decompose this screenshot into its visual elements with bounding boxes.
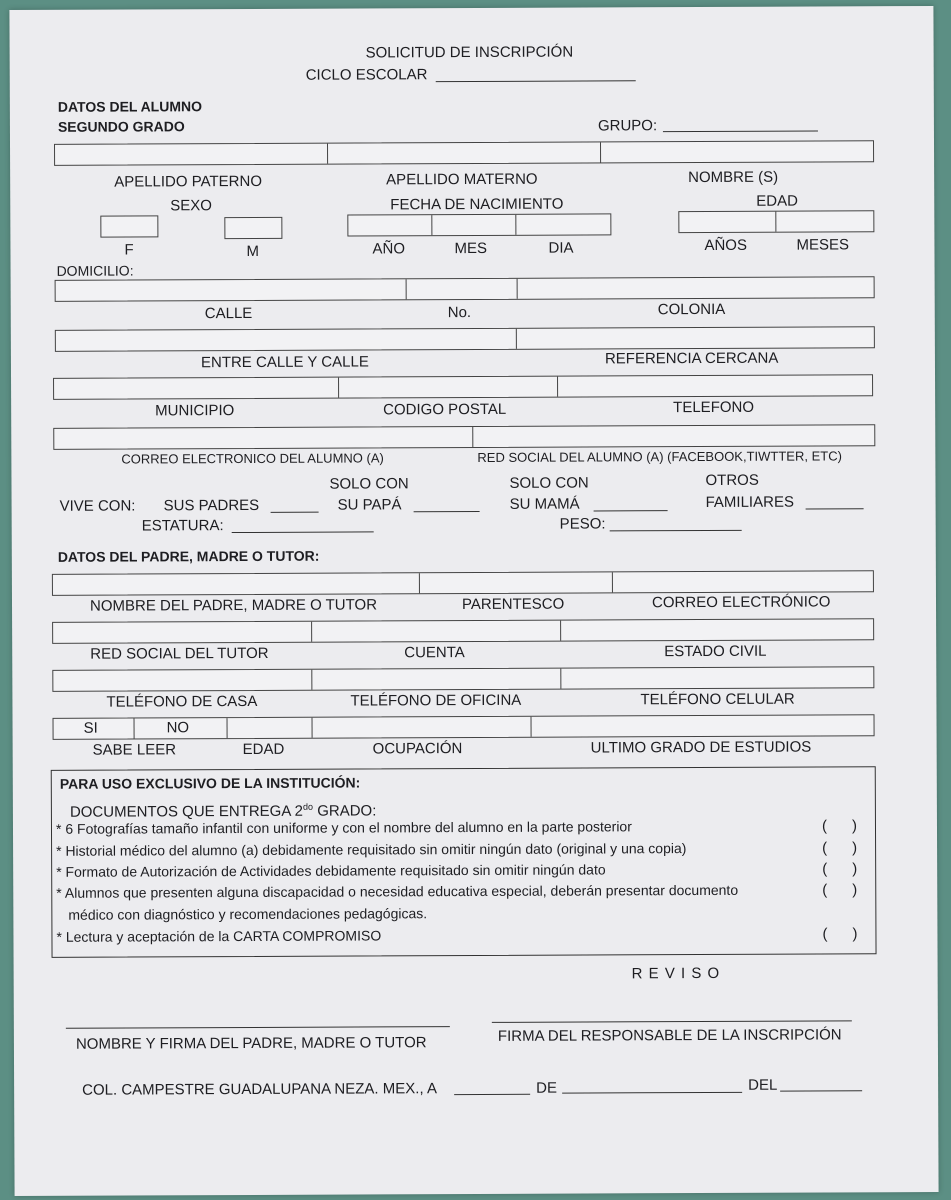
tutor-nombre-label: NOMBRE DEL PADRE, MADRE O TUTOR — [89, 596, 378, 615]
domicilio-label: DOMICILIO: — [56, 262, 134, 279]
calle-field[interactable] — [56, 279, 407, 301]
edad-label: EDAD — [756, 192, 798, 210]
grupo-label: GRUPO: — [597, 117, 658, 135]
meses-field[interactable] — [776, 211, 873, 231]
estatura-label: ESTATURA: — [141, 517, 224, 535]
document-item-4: * Alumnos que presenten alguna discapacidad o necesidad educativa especial, deberán presentar documento — [56, 881, 739, 901]
vive-con-label: VIVE CON: — [59, 497, 136, 515]
document-item-5: * Lectura y aceptación de la CARTA COMPROMISO — [56, 927, 382, 945]
form-title: SOLICITUD DE INSCRIPCIÓN — [365, 43, 574, 62]
estado-civil-field[interactable] — [561, 619, 873, 640]
municipio-field[interactable] — [54, 378, 339, 399]
su-mama-field[interactable] — [594, 510, 668, 511]
ocupacion-label: OCUPACIÓN — [372, 740, 463, 758]
sabe-leer-no-box[interactable] — [135, 718, 228, 738]
document-item-3: * Formato de Autorización de Actividades debidamente requisitado sin omitir ningún dato — [56, 861, 606, 880]
fecha-row — [347, 213, 611, 236]
calle-label: CALLE — [204, 304, 253, 323]
otros-label: OTROS — [705, 471, 759, 489]
anio-field[interactable] — [348, 215, 432, 235]
sexo-m-box[interactable] — [224, 217, 282, 239]
entre-calle-row — [55, 326, 875, 352]
firma-tutor-line[interactable] — [66, 1026, 450, 1029]
solo-con-papa-label: SOLO CON — [329, 475, 409, 493]
nombre-label: NOMBRE (S) — [688, 168, 779, 187]
names-row — [54, 140, 874, 166]
su-papa-label: SU PAPÁ — [337, 496, 402, 514]
tutor-red-social-field[interactable] — [53, 622, 312, 643]
document-check-5[interactable]: ( ) — [822, 925, 858, 943]
red-social-alumno-label: RED SOCIAL DEL ALUMNO (A) (FACEBOOK,TIWTTER, ETC) — [477, 448, 842, 465]
grado-estudios-field[interactable] — [532, 715, 874, 736]
del-label: DEL — [748, 1076, 778, 1094]
document-check-4[interactable]: ( ) — [822, 881, 858, 899]
institution-box — [51, 766, 877, 958]
meses-label: MESES — [796, 236, 850, 254]
tutor-correo-field[interactable] — [613, 571, 873, 592]
referencia-label: REFERENCIA CERCANA — [604, 349, 779, 368]
de-label: DE — [536, 1079, 558, 1097]
documents-label: DOCUMENTOS QUE ENTREGA $2^{do}$ GRADO: — [69, 801, 377, 821]
document-item-4-cont: médico con diagnóstico y recomendaciones pedagógicas. — [68, 905, 428, 923]
tutor-row-3 — [52, 666, 874, 692]
firma-responsable-label: FIRMA DEL RESPONSABLE DE LA INSCRIPCIÓN — [497, 1026, 842, 1045]
nombre-field[interactable] — [601, 141, 873, 162]
apellido-materno-label: APELLIDO MATERNO — [386, 170, 538, 189]
reviso-label: R E V I S O — [631, 964, 721, 983]
grado-label: SEGUNDO GRADO — [57, 118, 185, 135]
institution-title: PARA USO EXCLUSIVO DE LA INSTITUCIÓN: — [59, 774, 361, 792]
tel-celular-label: TELÉFONO CELULAR — [640, 690, 795, 709]
document-check-3[interactable]: ( ) — [822, 860, 858, 878]
parentesco-label: PARENTESCO — [461, 595, 565, 614]
su-mama-label: SU MAMÁ — [509, 495, 580, 513]
apellido-materno-field[interactable] — [328, 142, 601, 163]
grado-estudios-label: ULTIMO GRADO DE ESTUDIOS — [590, 738, 812, 757]
tutor-row-2 — [52, 618, 874, 644]
colonia-field[interactable] — [518, 277, 874, 299]
telefono-field[interactable] — [558, 375, 872, 396]
telefono-label: TELEFONO — [673, 398, 755, 417]
firma-responsable-line[interactable] — [492, 1020, 852, 1023]
sabe-leer-si-box[interactable] — [54, 718, 135, 738]
document-check-1[interactable]: ( ) — [821, 817, 858, 835]
peso-field[interactable] — [610, 530, 742, 532]
document-item-1: * 6 Fotografías tamaño infantil con uniforme y con el nombre del alumno en la parte posterior — [55, 818, 632, 837]
si-label: SI — [83, 719, 98, 737]
correo-alumno-field[interactable] — [54, 427, 473, 449]
tutor-correo-label: CORREO ELECTRÓNICO — [651, 593, 831, 612]
fecha-nacimiento-label: FECHA DE NACIMIENTO — [390, 195, 564, 214]
grupo-field[interactable] — [663, 130, 818, 132]
numero-field[interactable] — [407, 279, 518, 299]
estado-civil-label: ESTADO CIVIL — [664, 642, 767, 661]
su-papa-field[interactable] — [414, 511, 480, 512]
red-social-alumno-field[interactable] — [473, 425, 874, 447]
correo-alumno-label: CORREO ELECTRONICO DEL ALUMNO (A) — [121, 450, 384, 467]
familiares-field[interactable] — [806, 508, 864, 509]
parentesco-field[interactable] — [420, 572, 613, 593]
dia-firma-field[interactable] — [454, 1094, 530, 1095]
tel-casa-label: TELÉFONO DE CASA — [106, 692, 258, 711]
mes-label: MES — [454, 239, 488, 258]
section-alumno: DATOS DEL ALUMNO — [57, 98, 203, 115]
document-item-2: * Historial médico del alumno (a) debidamente requisitado sin omitir ningún dato (original y una copia) — [56, 840, 687, 859]
anio-firma-field[interactable] — [780, 1090, 862, 1091]
tutor-edad-field[interactable] — [228, 718, 313, 738]
sexo-label: SEXO — [170, 197, 212, 215]
ciclo-field[interactable] — [436, 80, 636, 82]
referencia-field[interactable] — [517, 327, 874, 349]
tutor-red-social-label: RED SOCIAL DEL TUTOR — [90, 644, 269, 663]
tutor-row-1 — [52, 570, 874, 596]
sabe-leer-label: SABE LEER — [92, 741, 177, 759]
apellido-paterno-field[interactable] — [55, 144, 328, 165]
tutor-row-4 — [53, 714, 875, 740]
no-label: NO — [166, 719, 190, 737]
sexo-f-box[interactable] — [100, 215, 158, 237]
sus-padres-label: SUS PADRES — [163, 496, 260, 515]
mes-firma-field[interactable] — [562, 1092, 742, 1094]
apellido-paterno-label: APELLIDO PATERNO — [114, 172, 263, 191]
tel-casa-field[interactable] — [53, 670, 312, 691]
tel-oficina-field[interactable] — [312, 669, 561, 690]
tutor-nombre-field[interactable] — [53, 573, 420, 595]
document-check-2[interactable]: ( ) — [822, 839, 858, 857]
dia-label: DIA — [548, 239, 574, 257]
codigo-postal-label: CODIGO POSTAL — [383, 400, 507, 419]
tutor-edad-label: EDAD — [242, 740, 285, 759]
entre-calle-label: ENTRE CALLE Y CALLE — [200, 353, 369, 372]
edad-row — [678, 210, 874, 233]
municipio-row — [53, 374, 873, 400]
sexo-f-label: F — [124, 241, 134, 259]
sexo-m-label: M — [246, 242, 260, 260]
cuenta-field[interactable] — [312, 621, 561, 642]
familiares-label: FAMILIARES — [705, 493, 794, 511]
tel-oficina-label: TELÉFONO DE OFICINA — [350, 691, 522, 710]
codigo-postal-field[interactable] — [339, 377, 558, 398]
ciclo-label: CICLO ESCOLAR — [305, 66, 428, 84]
numero-label: No. — [447, 304, 472, 322]
entre-calle-field[interactable] — [56, 329, 517, 351]
correo-row — [53, 424, 875, 450]
sus-padres-field[interactable] — [271, 512, 319, 513]
dia-field[interactable] — [516, 214, 610, 234]
ocupacion-field[interactable] — [313, 717, 532, 738]
lugar-label: COL. CAMPESTRE GUADALUPANA NEZA. MEX., A — [82, 1080, 437, 1099]
peso-label: PESO: — [559, 515, 606, 533]
mes-field[interactable] — [432, 215, 516, 235]
firma-tutor-label: NOMBRE Y FIRMA DEL PADRE, MADRE O TUTOR — [75, 1034, 427, 1053]
colonia-label: COLONIA — [657, 300, 726, 319]
solo-con-mama-label: SOLO CON — [509, 474, 589, 492]
domicilio-row — [55, 276, 875, 302]
municipio-label: MUNICIPIO — [155, 402, 235, 420]
tel-celular-field[interactable] — [561, 667, 873, 688]
anos-label: AÑOS — [704, 236, 748, 254]
anio-label: AÑO — [372, 240, 406, 258]
estatura-field[interactable] — [232, 531, 374, 533]
anos-field[interactable] — [679, 212, 776, 232]
section-tutor: DATOS DEL PADRE, MADRE O TUTOR: — [57, 547, 320, 565]
cuenta-label: CUENTA — [404, 644, 465, 662]
form-sheet — [9, 6, 938, 1196]
